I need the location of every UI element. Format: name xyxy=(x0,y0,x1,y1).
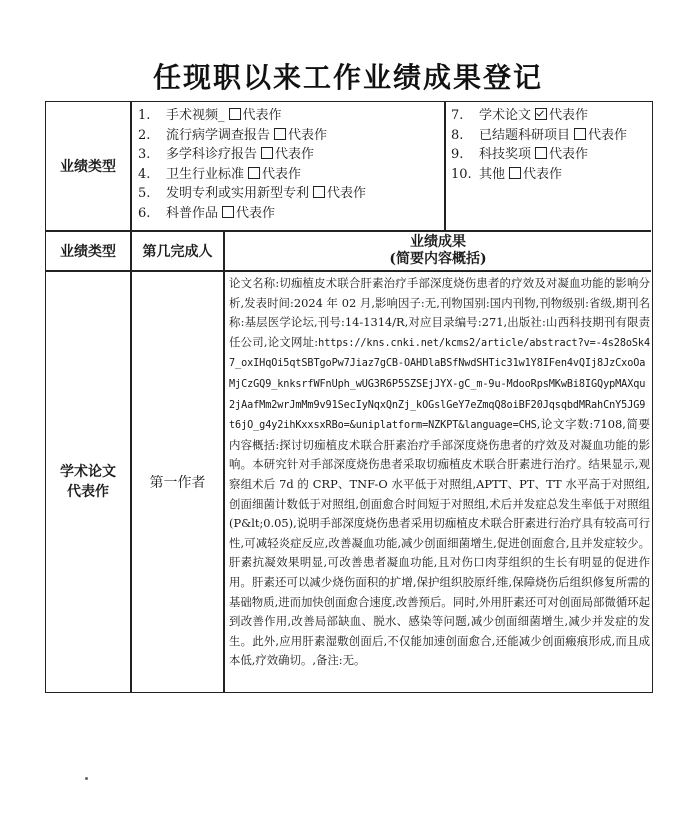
column-header-rank: 第几完成人 xyxy=(142,244,213,260)
type-item: 4. 卫生行业标准 代表作 xyxy=(138,166,302,182)
paper-url: https://kns.cnki.net/kcms2/article/abstract?v=-4s28oSk47_oxIHqOi5qtSBTgoPw7Jiaz7gCB-OAHDlaBSfNwdSHTic31w1Y8IFen4vQIj8JzCxoOaMjCzGQ9_knksrfWFnUph_wUG3R6P5SZSEjJYX-gC_m-9u-MdooRpsMKwBi8IGQypMAXqu2jAafMm2wrJmMm9v91SecIyNqxQnZj_kOGslGeY7eZmqQ8oiBF20JqsqbdMRahCnY5JG9t6jO_g4y2ihKxxsxRBo=&uniplatform=NZKPT&language=CHS xyxy=(229,337,650,432)
scan-speck xyxy=(85,777,88,780)
page-title: 任现职以来工作业绩成果登记 xyxy=(152,61,543,94)
type-item: 10. 其他 代表作 xyxy=(451,166,563,182)
checkbox[interactable] xyxy=(261,147,273,159)
entry-rank: 第一作者 xyxy=(149,475,206,491)
column-header-type: 业绩类型 xyxy=(60,244,116,260)
checkbox[interactable] xyxy=(229,108,241,120)
type-item: 5. 发明专利或实用新型专利 代表作 xyxy=(138,186,367,201)
type-item: 2. 流行病学调查报告 代表作 xyxy=(138,127,328,143)
checkbox[interactable] xyxy=(248,167,260,179)
type-item: 8. 已结题科研项目 代表作 xyxy=(451,127,628,143)
column-header-result: 业绩成果 (简要内容概括) xyxy=(389,234,487,267)
checkbox[interactable] xyxy=(222,206,234,218)
checkbox[interactable] xyxy=(574,128,586,140)
checkbox[interactable] xyxy=(313,186,325,198)
type-list-right xyxy=(451,106,627,184)
checkbox[interactable] xyxy=(535,147,547,159)
type-item: 7. 学术论文 代表作 xyxy=(451,108,589,123)
col-divider-result xyxy=(223,230,225,692)
checkbox[interactable] xyxy=(274,128,286,140)
col-divider-header-mid xyxy=(444,102,446,230)
checkbox-checked[interactable] xyxy=(535,108,547,120)
type-item: 3. 多学科诊疗报告 代表作 xyxy=(138,147,315,162)
type-item: 1. 手术视频_ 代表作 xyxy=(138,108,282,123)
entry-content: 论文名称:切痂植皮术联合肝素治疗手部深度烧伤患者的疗效及对凝血功能的影响分析,发表时间:2024 年 02 月,影响因子:无,刊物国别:国内刊物,刊物级别:省级,期刊名称:基层医学论坛,刊号:14-1314/R,对应目录编号:271,出版社:山西科技期刊有限责任公司,论文网址:https://kns.cnki.net/kcms2/article/abstract?v=-4s28oSk47_oxIHqOi5qtSBTgoPw7Jiaz7gCB-OAHDlaBSfNwdSHTic31w1Y8IFen4vQIj8JzCxoOaMjCzGQ9_knksrfWFnUph_wUG3R6P5SZSEjJYX-gC_m-9u-MdooRpsMKwBi8IGQypMAXqu2jAafMm2wrJmMm9v91SecIyNqxQnZj_kOGslGeY7eZmqQ8oiBF20JqsqbdMRahCnY5JG9t6jO_g4y2ihKxxsxRBo=&uniplatform=NZKPT&language=CHS,论文字数:7108,简要内容概括:探讨切痂植皮术联合肝素治疗手部深度烧伤患者的疗效及对凝血功能的影响。本研究针对手部深度烧伤患者采取切痂植皮术联合肝素进行治疗。结果显示,观察组术后 7d 的 CRP、TNF-O 水平低于对照组,APTT、PT、TT 水平高于对照组,创面细菌计数低于对照组,创面愈合时间短于对照组,术后并发症总发生率低于对照组(P&lt;0.05),说明手部深度烧伤患者采用切痂植皮术联合肝素进行治疗具有较高可行性,可减轻炎症反应,改善凝血功能,减少创面细菌增生,促进创面愈合,且并发症较少。肝素抗凝效果明显,可改善患者凝血功能,且对伤口肉芽组织的生长有明显的促进作用。肝素还可以减少烧伤面积的扩增,保护组织胶原纤维,保障烧伤后组织修复所需的基础物质,进而加快创面愈合速度,改善预后。同时,外用肝素还可对创面局部微循环起到改善作用,改善局部缺血、脱水、感染等问题,减少创面细菌增生,减少并发症的发生。此外,应用肝素湿敷创面后,不仅能加速创面愈合,还能减少创面瘢痕形成,而且成本低,疗效确切。,备注:无。 xyxy=(229,276,650,668)
type-list-left xyxy=(138,106,366,223)
type-item: 6. 科普作品 代表作 xyxy=(138,205,276,221)
entry-type: 学术论文 代表作 xyxy=(60,464,116,500)
checkbox[interactable] xyxy=(509,167,521,179)
type-item: 9. 科技奖项 代表作 xyxy=(451,147,589,162)
type-header-label: 业绩类型 xyxy=(60,159,116,175)
